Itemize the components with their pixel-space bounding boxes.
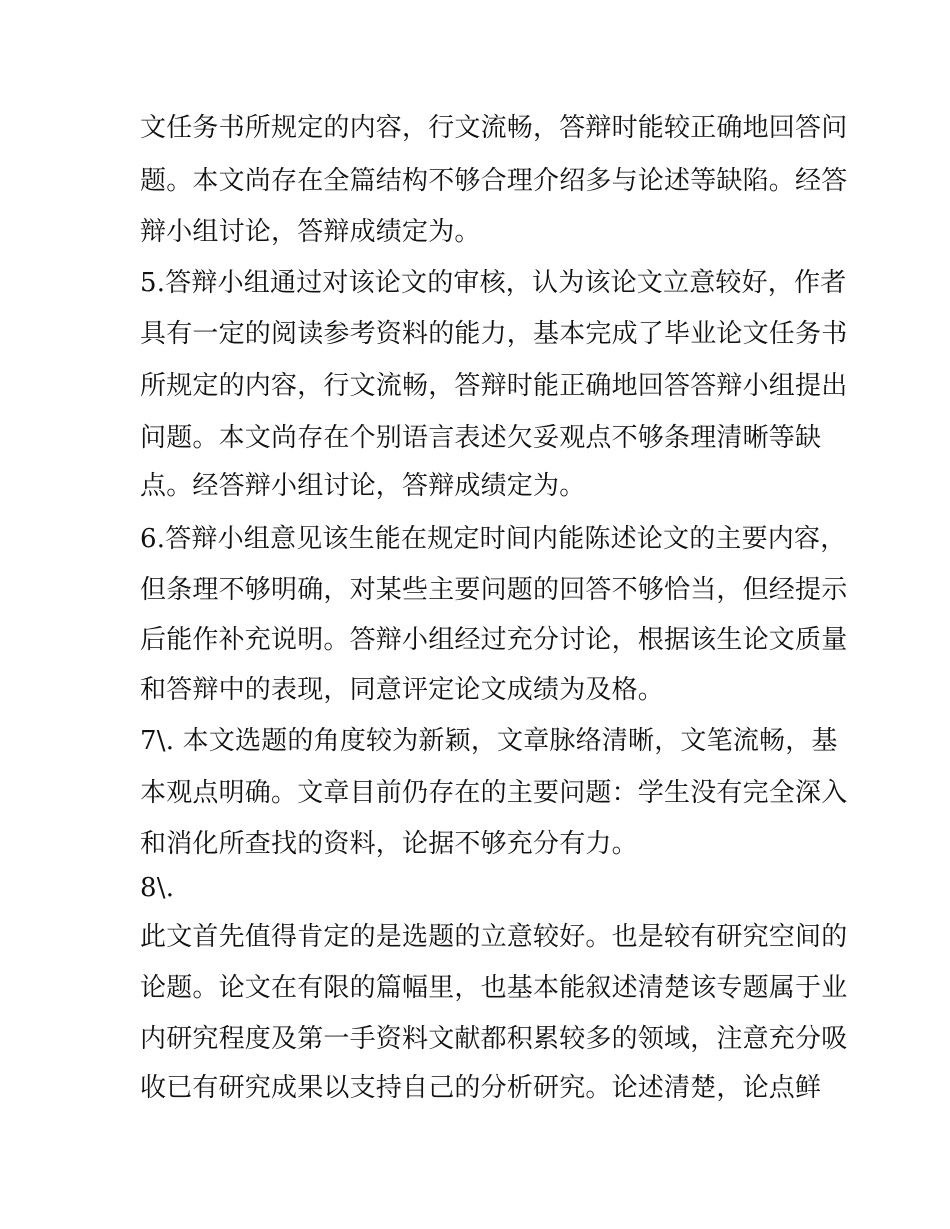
text-line: 此文首先值得肯定的是选题的立意较好。也是较有研究空间的 [140, 922, 848, 952]
text-line: 本观点明确。文章目前仍存在的主要问题：学生没有完全深入 [140, 778, 848, 808]
text-line: 5.答辩小组通过对该论文的审核，认为该论文立意较好，作者 [140, 268, 847, 298]
text-line: 和答辩中的表现，同意评定论文成绩为及格。 [140, 675, 665, 705]
text-line: 收已有研究成果以支持自己的分析研究。论述清楚，论点鲜 [140, 1073, 822, 1103]
text-line: 7\. 本文选题的角度较为新颖，文章脉络清晰，文笔流畅，基 [140, 726, 838, 756]
text-line: 文任务书所规定的内容，行文流畅，答辩时能较正确地回答问 [140, 113, 848, 143]
text-line: 具有一定的阅读参考资料的能力，基本完成了毕业论文任务书 [140, 319, 848, 349]
text-line: 和消化所查找的资料，论据不够充分有力。 [140, 829, 638, 859]
text-line: 8\. [140, 873, 175, 903]
text-line: 后能作补充说明。答辩小组经过充分讨论，根据该生论文质量 [140, 625, 848, 655]
text-line: 内研究程度及第一手资料文献都积累较多的领域，注意充分吸 [140, 1024, 848, 1054]
text-line: 辩小组讨论，答辩成绩定为。 [140, 217, 481, 247]
text-line: 所规定的内容，行文流畅，答辩时能正确地回答答辩小组提出 [140, 371, 848, 401]
text-line: 题。本文尚存在全篇结构不够合理介绍多与论述等缺陷。经答 [140, 166, 848, 196]
text-line: 但条理不够明确，对某些主要问题的回答不够恰当，但经提示 [140, 575, 848, 605]
text-line: 问题。本文尚存在个别语言表述欠妥观点不够条理清晰等缺 [140, 423, 822, 453]
text-line: 点。经答辩小组讨论，答辩成绩定为。 [140, 471, 586, 501]
text-line: 论题。论文在有限的篇幅里，也基本能叙述清楚该专题属于业 [140, 973, 848, 1003]
text-line: 6.答辩小组意见该生能在规定时间内能陈述论文的主要内容， [140, 524, 847, 554]
